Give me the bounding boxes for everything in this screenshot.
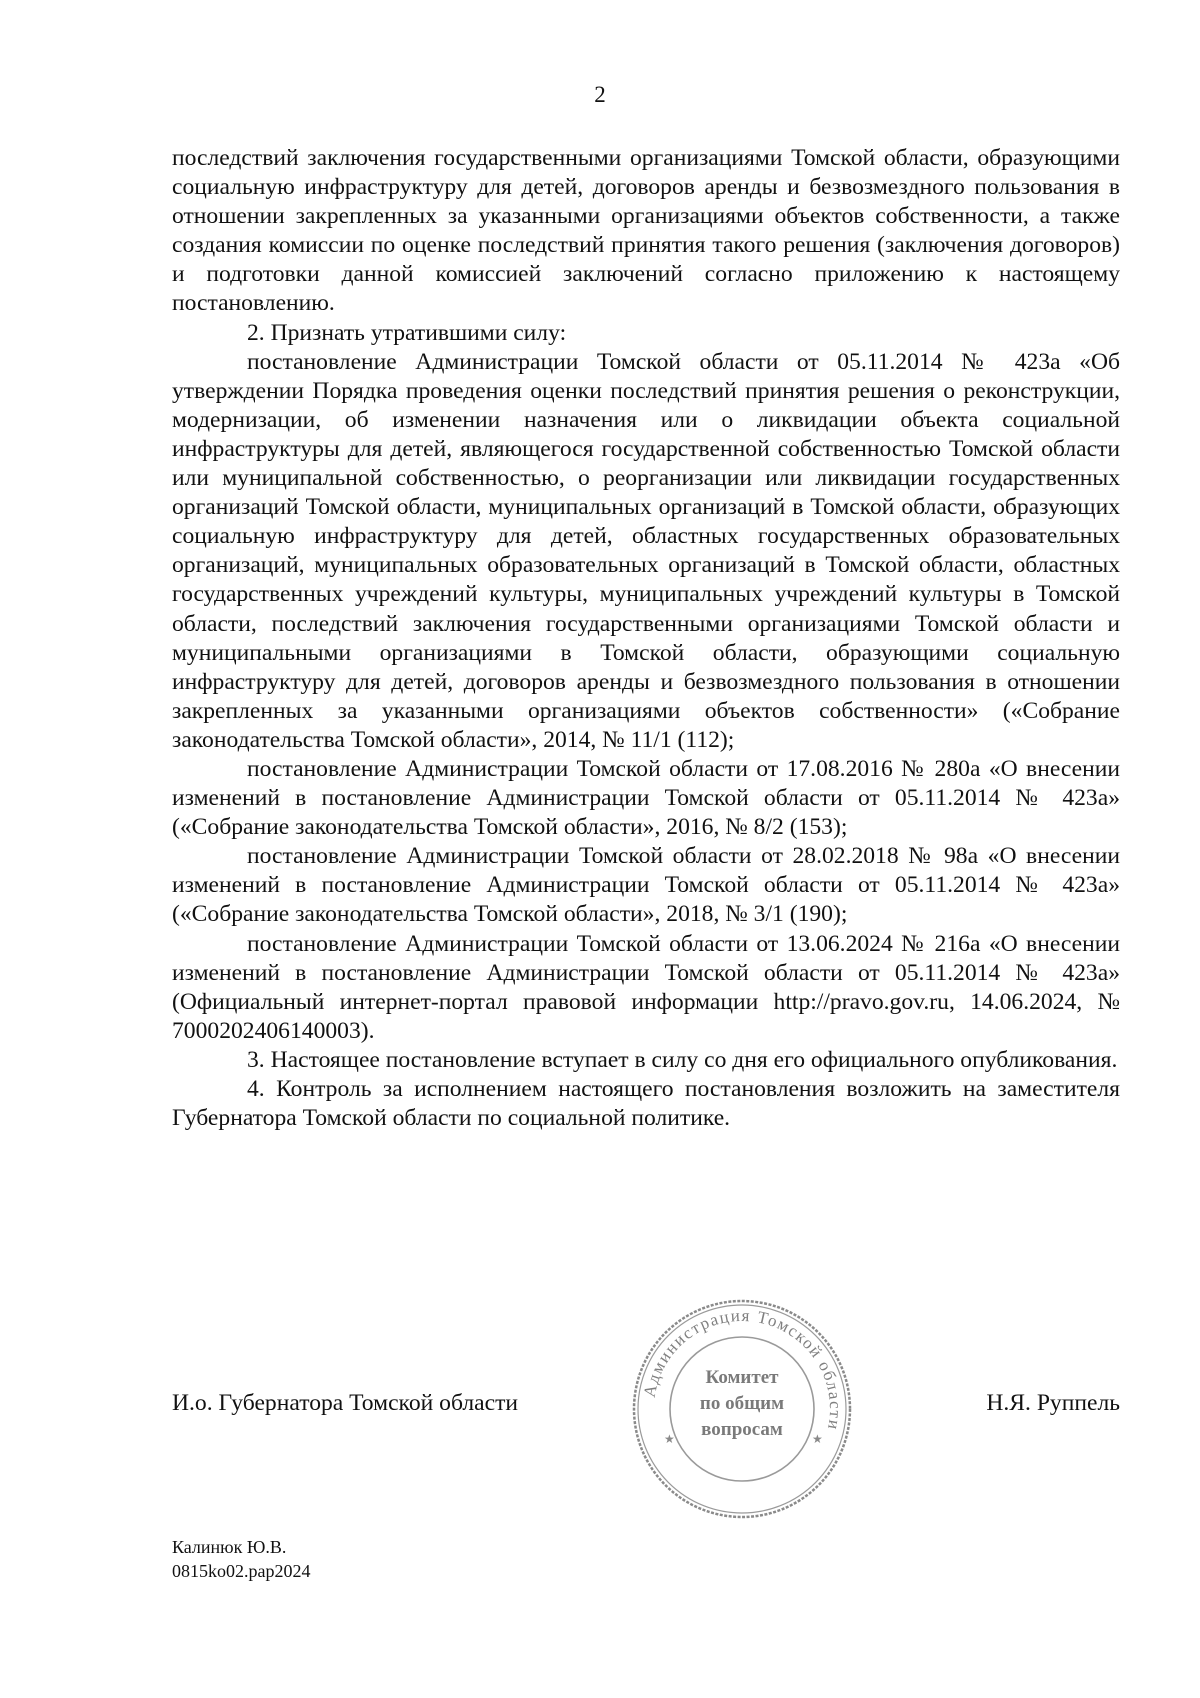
executor-name: Калинюк Ю.В.: [172, 1537, 287, 1557]
stamp-center-line-1: Комитет: [705, 1367, 779, 1388]
file-code: 0815ko02.pap2024: [172, 1561, 311, 1581]
page-number: 2: [594, 82, 606, 107]
star-icon: ★: [812, 1432, 823, 1446]
paragraph-item-2: 2. Признать утратившими силу:: [247, 319, 567, 346]
signer-name: Н.Я. Руппель: [986, 1390, 1120, 1416]
paragraph-repealed-act-2: постановление Администрации Томской области от 17.08.2016 № 280а «О внесении изменений в постановление Администрации Томской области от 05.11.2014 № 423а» («Собрание законодательства Томской области», 2016, № 8/2 (153);: [172, 755, 1120, 841]
paragraph-repealed-act-1: постановление Администрации Томской области от 05.11.2014 № 423а «Об утверждении Порядка проведения оценки последствий принятия решения о реконструкции, модернизации, об изменении назначения или о ликвидации объекта социальной инфраструктуры для детей, являющегося государственной собственностью Томской области или муниципальной собственностью, о реорганизации или ликвидации государственных организаций Томской области, муниципальных организаций в Томской области, образующих социальную инфраструктуру для детей, областных государственных образовательных организаций, муниципальных образовательных организаций в Томской области, областных государственных учреждений культуры, муниципальных учреждений культуры в Томской области, последствий заключения государственными организациями Томской области и муниципальными организациями в Томской области, образующими социальную инфраструктуру для детей, договоров аренды и безвозмездного пользования в отношении закрепленных за указанными организациями объектов собственности» («Собрание законодательства Томской области», 2014, № 11/1 (112);: [172, 348, 1120, 753]
paragraph-item-4: 4. Контроль за исполнением настоящего постановления возложить на заместителя Губернатора Томской области по социальной политике.: [172, 1076, 1120, 1132]
stamp-center-line-2: по общим: [699, 1393, 785, 1414]
document-body: [172, 144, 1120, 1133]
paragraph-repealed-act-3: постановление Администрации Томской области от 28.02.2018 № 98а «О внесении изменений в постановление Администрации Томской области от 05.11.2014 № 423а» («Собрание законодательства Томской области», 2018, № 3/1 (190);: [172, 843, 1120, 928]
paragraph-continuation: последствий заключения государственными организациями Томской области, образующими социальную инфраструктуру для детей, договоров аренды и безвозмездного пользования в отношении закрепленных за указанными организациями объектов собственности, а также создания комиссии по оценке последствий принятия такого решения (заключения договоров) и подготовки данной комиссией заключений согласно приложению к настоящему постановлению.: [172, 145, 1120, 317]
signer-title: И.о. Губернатора Томской области: [172, 1390, 519, 1416]
star-icon: ★: [664, 1432, 675, 1446]
stamp-ring-text: Администрация Томской области: [639, 1305, 846, 1433]
document-footer: [172, 1535, 311, 1583]
official-seal-stamp: [628, 1295, 856, 1523]
stamp-center-line-3: вопросам: [701, 1419, 783, 1440]
paragraph-item-3: 3. Настоящее постановление вступает в силу со дня его официального опубликования.: [247, 1046, 1118, 1073]
paragraph-repealed-act-4: постановление Администрации Томской области от 13.06.2024 № 216а «О внесении изменений в постановление Администрации Томской области от 05.11.2014 № 423а» (Официальный интернет-портал правовой информации http://pravo.gov.ru, 14.06.2024, № 7000202406140003).: [172, 930, 1120, 1044]
